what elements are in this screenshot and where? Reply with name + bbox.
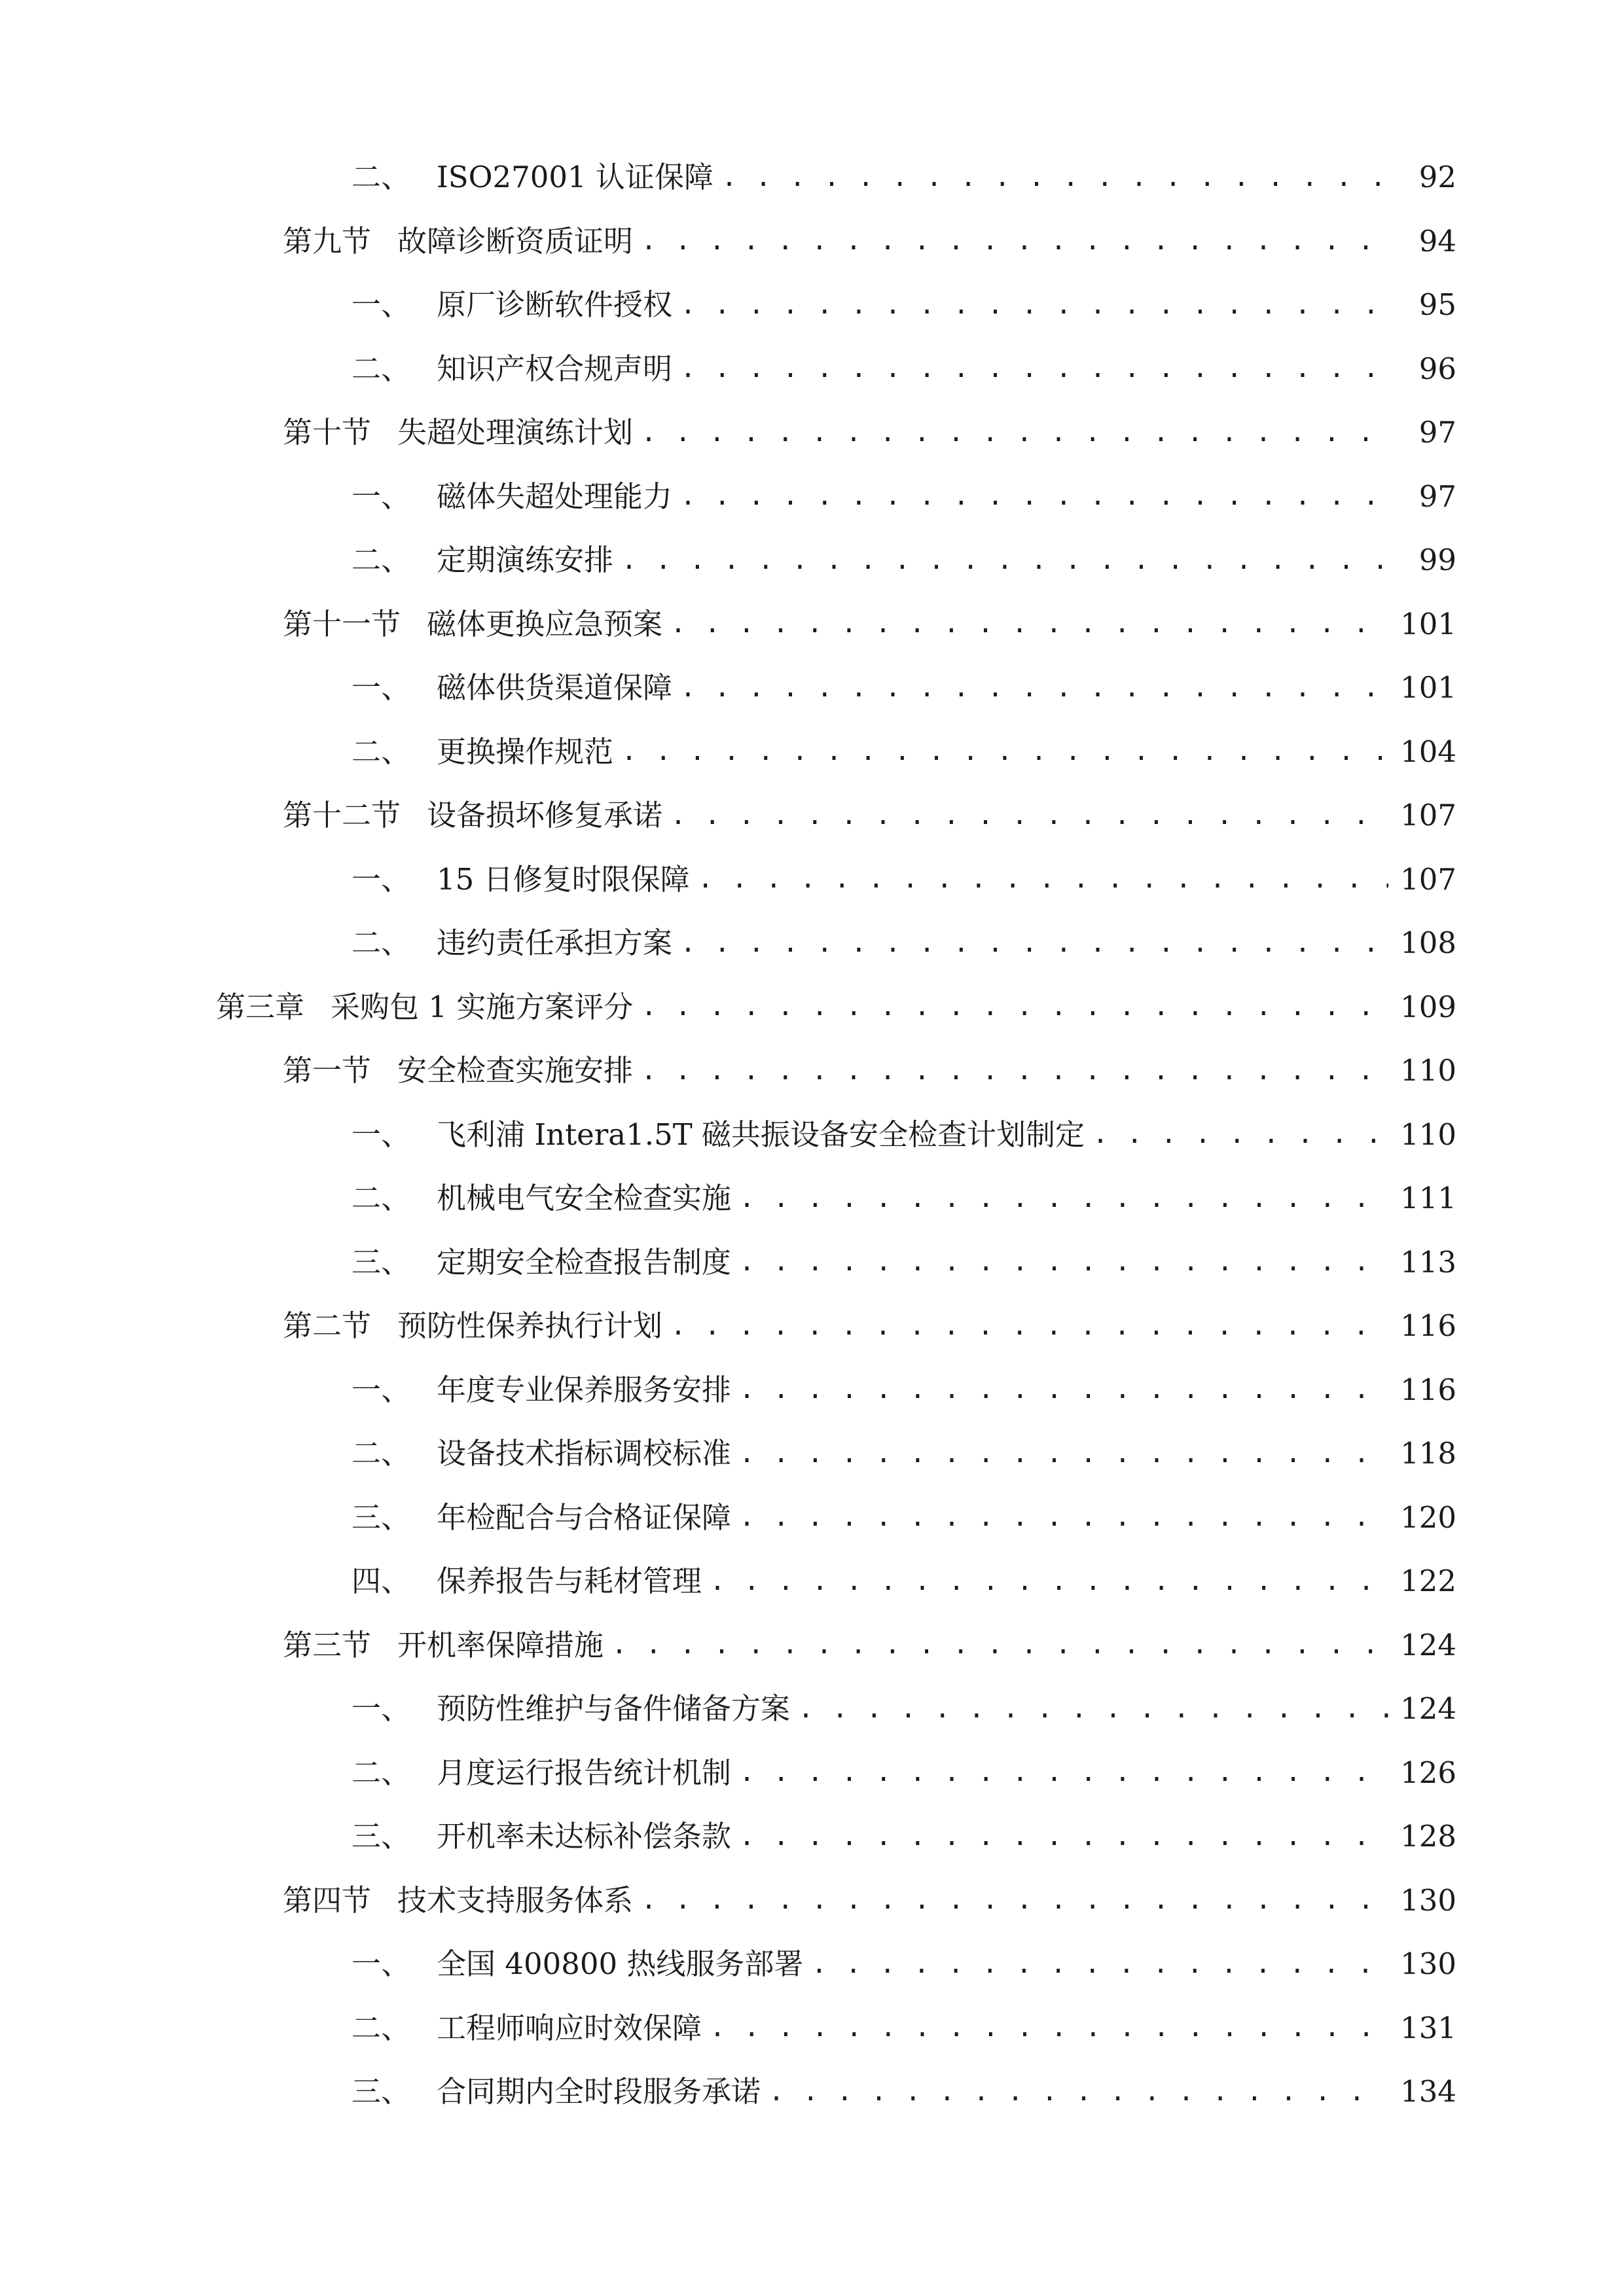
dot-leader [739, 1504, 1388, 1538]
toc-entry-page-number: 128 [1400, 1819, 1456, 1854]
toc-entry-label [352, 160, 721, 195]
dot-leader [739, 1376, 1388, 1410]
toc-entry-title: 磁体失超处理能力 [437, 478, 673, 514]
toc-entry-page-number: 101 [1400, 670, 1456, 706]
toc-entry-label [352, 543, 621, 578]
dot-leader [680, 675, 1388, 709]
toc-entry-page-number: 120 [1400, 1499, 1456, 1535]
toc-entry-label [283, 1882, 641, 1918]
toc-entry-page-number: 116 [1400, 1372, 1456, 1407]
toc-entry-label [352, 478, 680, 514]
toc-entry-page-number: 94 [1418, 223, 1456, 259]
toc-entry-page-number: 124 [1400, 1691, 1456, 1727]
toc-entry-page-number: 130 [1400, 1946, 1456, 1982]
dot-leader [798, 1696, 1388, 1730]
toc-entry-number: 一、 [352, 670, 411, 706]
dot-leader [680, 930, 1388, 964]
dot-leader [811, 1951, 1388, 1985]
toc-entry-page-number: 118 [1400, 1436, 1456, 1471]
toc-entry[interactable] [0, 1996, 1624, 2060]
toc-entry-label [216, 989, 641, 1024]
toc-entry-title: 全国 400800 热线服务部署 [437, 1946, 804, 1982]
toc-entry-label [352, 2074, 768, 2109]
toc-entry-number: 三、 [352, 1244, 411, 1280]
toc-entry[interactable] [0, 465, 1624, 529]
toc-entry-title: 年度专业保养服务安排 [437, 1372, 732, 1407]
dot-leader [739, 1185, 1388, 1219]
toc-entry-number: 二、 [352, 734, 411, 769]
toc-entry-number: 二、 [352, 925, 411, 961]
toc-entry-label [352, 1819, 739, 1854]
toc-entry-label [283, 606, 670, 641]
toc-entry-page-number: 108 [1400, 925, 1456, 961]
toc-entry-title: 定期安全检查报告制度 [437, 1244, 732, 1280]
dot-leader [680, 292, 1388, 326]
toc-entry-number: 一、 [352, 1117, 411, 1152]
toc-entry-title: 开机率未达标补偿条款 [437, 1819, 732, 1854]
toc-entry-number: 第一节 [283, 1053, 372, 1088]
toc-entry-number: 二、 [352, 351, 411, 386]
toc-entry-page-number: 92 [1418, 160, 1456, 195]
toc-entry-number: 三、 [352, 2074, 411, 2109]
toc-entry-number: 一、 [352, 1372, 411, 1407]
dot-leader [710, 2015, 1388, 2049]
toc-entry-title: 采购包 1 实施方案评分 [331, 989, 634, 1024]
toc-entry[interactable] [0, 1358, 1624, 1422]
toc-entry-page-number: 104 [1400, 734, 1456, 769]
toc-entry-page-number: 126 [1400, 1755, 1456, 1790]
toc-entry-title: 飞利浦 Intera1.5T 磁共振设备安全检查计划制定 [437, 1117, 1085, 1152]
toc-entry-number: 一、 [352, 478, 411, 514]
toc-entry-label [352, 861, 698, 897]
toc-entry-number: 第二节 [283, 1308, 372, 1344]
toc-entry-page-number: 99 [1418, 543, 1456, 578]
toc-entry-title: 合同期内全时段服务承诺 [437, 2074, 761, 2109]
dot-leader [621, 738, 1388, 772]
toc-entry-number: 四、 [352, 1564, 411, 1599]
toc-entry-title: 预防性维护与备件储备方案 [437, 1691, 791, 1727]
toc-entry-page-number: 110 [1400, 1053, 1456, 1088]
toc-entry-page-number: 116 [1400, 1308, 1456, 1344]
toc-entry[interactable] [0, 592, 1624, 656]
toc-entry[interactable] [0, 656, 1624, 720]
dot-leader [670, 802, 1388, 836]
toc-entry[interactable] [0, 209, 1624, 274]
toc-entry-label [352, 287, 680, 323]
toc-entry-label [352, 1181, 739, 1216]
toc-entry-number: 二、 [352, 543, 411, 578]
toc-entry-title: 安全检查实施安排 [397, 1053, 634, 1088]
toc-entry-page-number: 134 [1400, 2074, 1456, 2109]
toc-entry-label [352, 1755, 739, 1790]
toc-entry-label [283, 1308, 670, 1344]
toc-entry[interactable] [0, 1486, 1624, 1550]
toc-entry-number: 一、 [352, 861, 411, 897]
toc-entry-label [352, 2010, 710, 2045]
toc-entry[interactable] [0, 1422, 1624, 1486]
dot-leader [739, 1823, 1388, 1857]
toc-entry[interactable] [0, 528, 1624, 592]
toc-entry-title: 磁体供货渠道保障 [437, 670, 673, 706]
toc-entry-number: 第九节 [283, 223, 372, 259]
toc-entry[interactable] [0, 1804, 1624, 1869]
toc-entry-label [352, 1117, 1092, 1152]
toc-entry[interactable] [0, 783, 1624, 848]
toc-entry-number: 二、 [352, 2010, 411, 2045]
dot-leader [768, 2079, 1388, 2113]
dot-leader [710, 1568, 1388, 1602]
dot-leader [611, 1632, 1388, 1666]
toc-entry[interactable] [0, 1613, 1624, 1677]
toc-entry-title: 预防性保养执行计划 [397, 1308, 663, 1344]
toc-entry-title: 磁体更换应急预案 [427, 606, 663, 641]
toc-entry-title: ISO27001 认证保障 [437, 160, 713, 195]
dot-leader [739, 1759, 1388, 1793]
toc-entry-label [352, 925, 680, 961]
toc-entry[interactable] [0, 1549, 1624, 1613]
toc-entry-label [352, 1564, 710, 1599]
dot-leader [641, 994, 1388, 1028]
toc-entry-page-number: 122 [1400, 1564, 1456, 1599]
toc-entry-page-number: 107 [1400, 798, 1456, 833]
toc-entry[interactable] [0, 911, 1624, 975]
dot-leader [670, 611, 1388, 645]
toc-entry-title: 技术支持服务体系 [397, 1882, 634, 1918]
toc-entry-title: 年检配合与合格证保障 [437, 1499, 732, 1535]
toc-entry-label [352, 1691, 798, 1727]
toc-entry-page-number: 111 [1400, 1181, 1456, 1216]
toc-entry[interactable] [0, 1039, 1624, 1103]
toc-entry-label [352, 1244, 739, 1280]
toc-entry[interactable] [0, 975, 1624, 1039]
dot-leader [680, 483, 1388, 517]
toc-entry-label [352, 351, 680, 386]
toc-entry[interactable] [0, 1230, 1624, 1295]
toc-entry-title: 违约责任承担方案 [437, 925, 673, 961]
dot-leader [641, 1058, 1388, 1092]
dot-leader [621, 547, 1388, 581]
toc-entry-title: 机械电气安全检查实施 [437, 1181, 732, 1216]
toc-entry-title: 保养报告与耗材管理 [437, 1564, 702, 1599]
toc-entry-page-number: 131 [1400, 2010, 1456, 2045]
toc-entry[interactable] [0, 720, 1624, 784]
dot-leader [641, 228, 1388, 262]
dot-leader [739, 1441, 1388, 1475]
toc-entry-title: 设备技术指标调校标准 [437, 1436, 732, 1471]
toc-entry[interactable] [0, 145, 1624, 209]
toc-entry-title: 故障诊断资质证明 [397, 223, 634, 259]
dot-leader [1092, 1121, 1388, 1155]
toc-entry-page-number: 124 [1400, 1627, 1456, 1662]
dot-leader [698, 866, 1388, 900]
toc-entry-title: 更换操作规范 [437, 734, 614, 769]
toc-entry[interactable] [0, 337, 1624, 401]
toc-entry-title: 月度运行报告统计机制 [437, 1755, 732, 1790]
toc-entry[interactable] [0, 1103, 1624, 1167]
toc-entry-number: 一、 [352, 1946, 411, 1982]
toc-entry-label [352, 670, 680, 706]
toc-entry[interactable] [0, 1869, 1624, 1933]
toc-entry-label [352, 1499, 739, 1535]
toc-entry-label [283, 1053, 641, 1088]
table-of-contents [0, 145, 1624, 2124]
toc-entry-number: 一、 [352, 1691, 411, 1727]
toc-entry-title: 原厂诊断软件授权 [437, 287, 673, 323]
toc-entry-number: 第十一节 [283, 606, 401, 641]
toc-entry[interactable] [0, 1677, 1624, 1741]
toc-entry[interactable] [0, 848, 1624, 912]
toc-entry-label [352, 734, 621, 769]
toc-entry[interactable] [0, 1166, 1624, 1230]
toc-entry-page-number: 97 [1418, 478, 1456, 514]
toc-entry-number: 第四节 [283, 1882, 372, 1918]
toc-entry-number: 二、 [352, 1436, 411, 1471]
toc-entry-label [352, 1372, 739, 1407]
toc-entry-number: 第十节 [283, 415, 372, 450]
toc-entry-number: 三、 [352, 1819, 411, 1854]
toc-entry[interactable] [0, 401, 1624, 465]
toc-entry-label [283, 415, 641, 450]
toc-entry-number: 第三章 [216, 989, 305, 1024]
toc-entry-page-number: 95 [1418, 287, 1456, 323]
toc-entry-label [283, 1627, 611, 1662]
toc-entry-page-number: 130 [1400, 1882, 1456, 1918]
toc-entry[interactable] [0, 1932, 1624, 1996]
toc-entry-number: 二、 [352, 1755, 411, 1790]
dot-leader [641, 420, 1388, 454]
toc-entry-label [283, 223, 641, 259]
toc-entry-label [283, 798, 670, 833]
toc-entry[interactable] [0, 2060, 1624, 2124]
toc-entry-label [352, 1436, 739, 1471]
toc-entry-title: 定期演练安排 [437, 543, 614, 578]
toc-entry-page-number: 101 [1400, 606, 1456, 641]
toc-entry-label [352, 1946, 811, 1982]
toc-entry-title: 15 日修复时限保障 [437, 861, 690, 897]
toc-entry-page-number: 96 [1418, 351, 1456, 386]
toc-entry-page-number: 110 [1400, 1117, 1456, 1152]
toc-entry-title: 工程师响应时效保障 [437, 2010, 702, 2045]
toc-entry-page-number: 109 [1400, 989, 1456, 1024]
toc-entry-title: 失超处理演练计划 [397, 415, 634, 450]
toc-entry-page-number: 97 [1418, 415, 1456, 450]
toc-entry[interactable] [0, 1294, 1624, 1358]
toc-entry-page-number: 107 [1400, 861, 1456, 897]
dot-leader [670, 1313, 1388, 1347]
toc-entry-number: 二、 [352, 1181, 411, 1216]
dot-leader [739, 1249, 1388, 1283]
toc-entry-page-number: 113 [1400, 1244, 1456, 1280]
toc-entry-number: 第三节 [283, 1627, 372, 1662]
toc-entry[interactable] [0, 273, 1624, 337]
toc-entry-number: 二、 [352, 160, 411, 195]
toc-entry[interactable] [0, 1741, 1624, 1805]
toc-entry-title: 设备损坏修复承诺 [427, 798, 663, 833]
dot-leader [721, 164, 1388, 198]
dot-leader [680, 355, 1388, 389]
toc-entry-number: 一、 [352, 287, 411, 323]
dot-leader [641, 1887, 1388, 1921]
toc-entry-number: 三、 [352, 1499, 411, 1535]
toc-entry-title: 开机率保障措施 [397, 1627, 604, 1662]
toc-entry-title: 知识产权合规声明 [437, 351, 673, 386]
toc-entry-number: 第十二节 [283, 798, 401, 833]
